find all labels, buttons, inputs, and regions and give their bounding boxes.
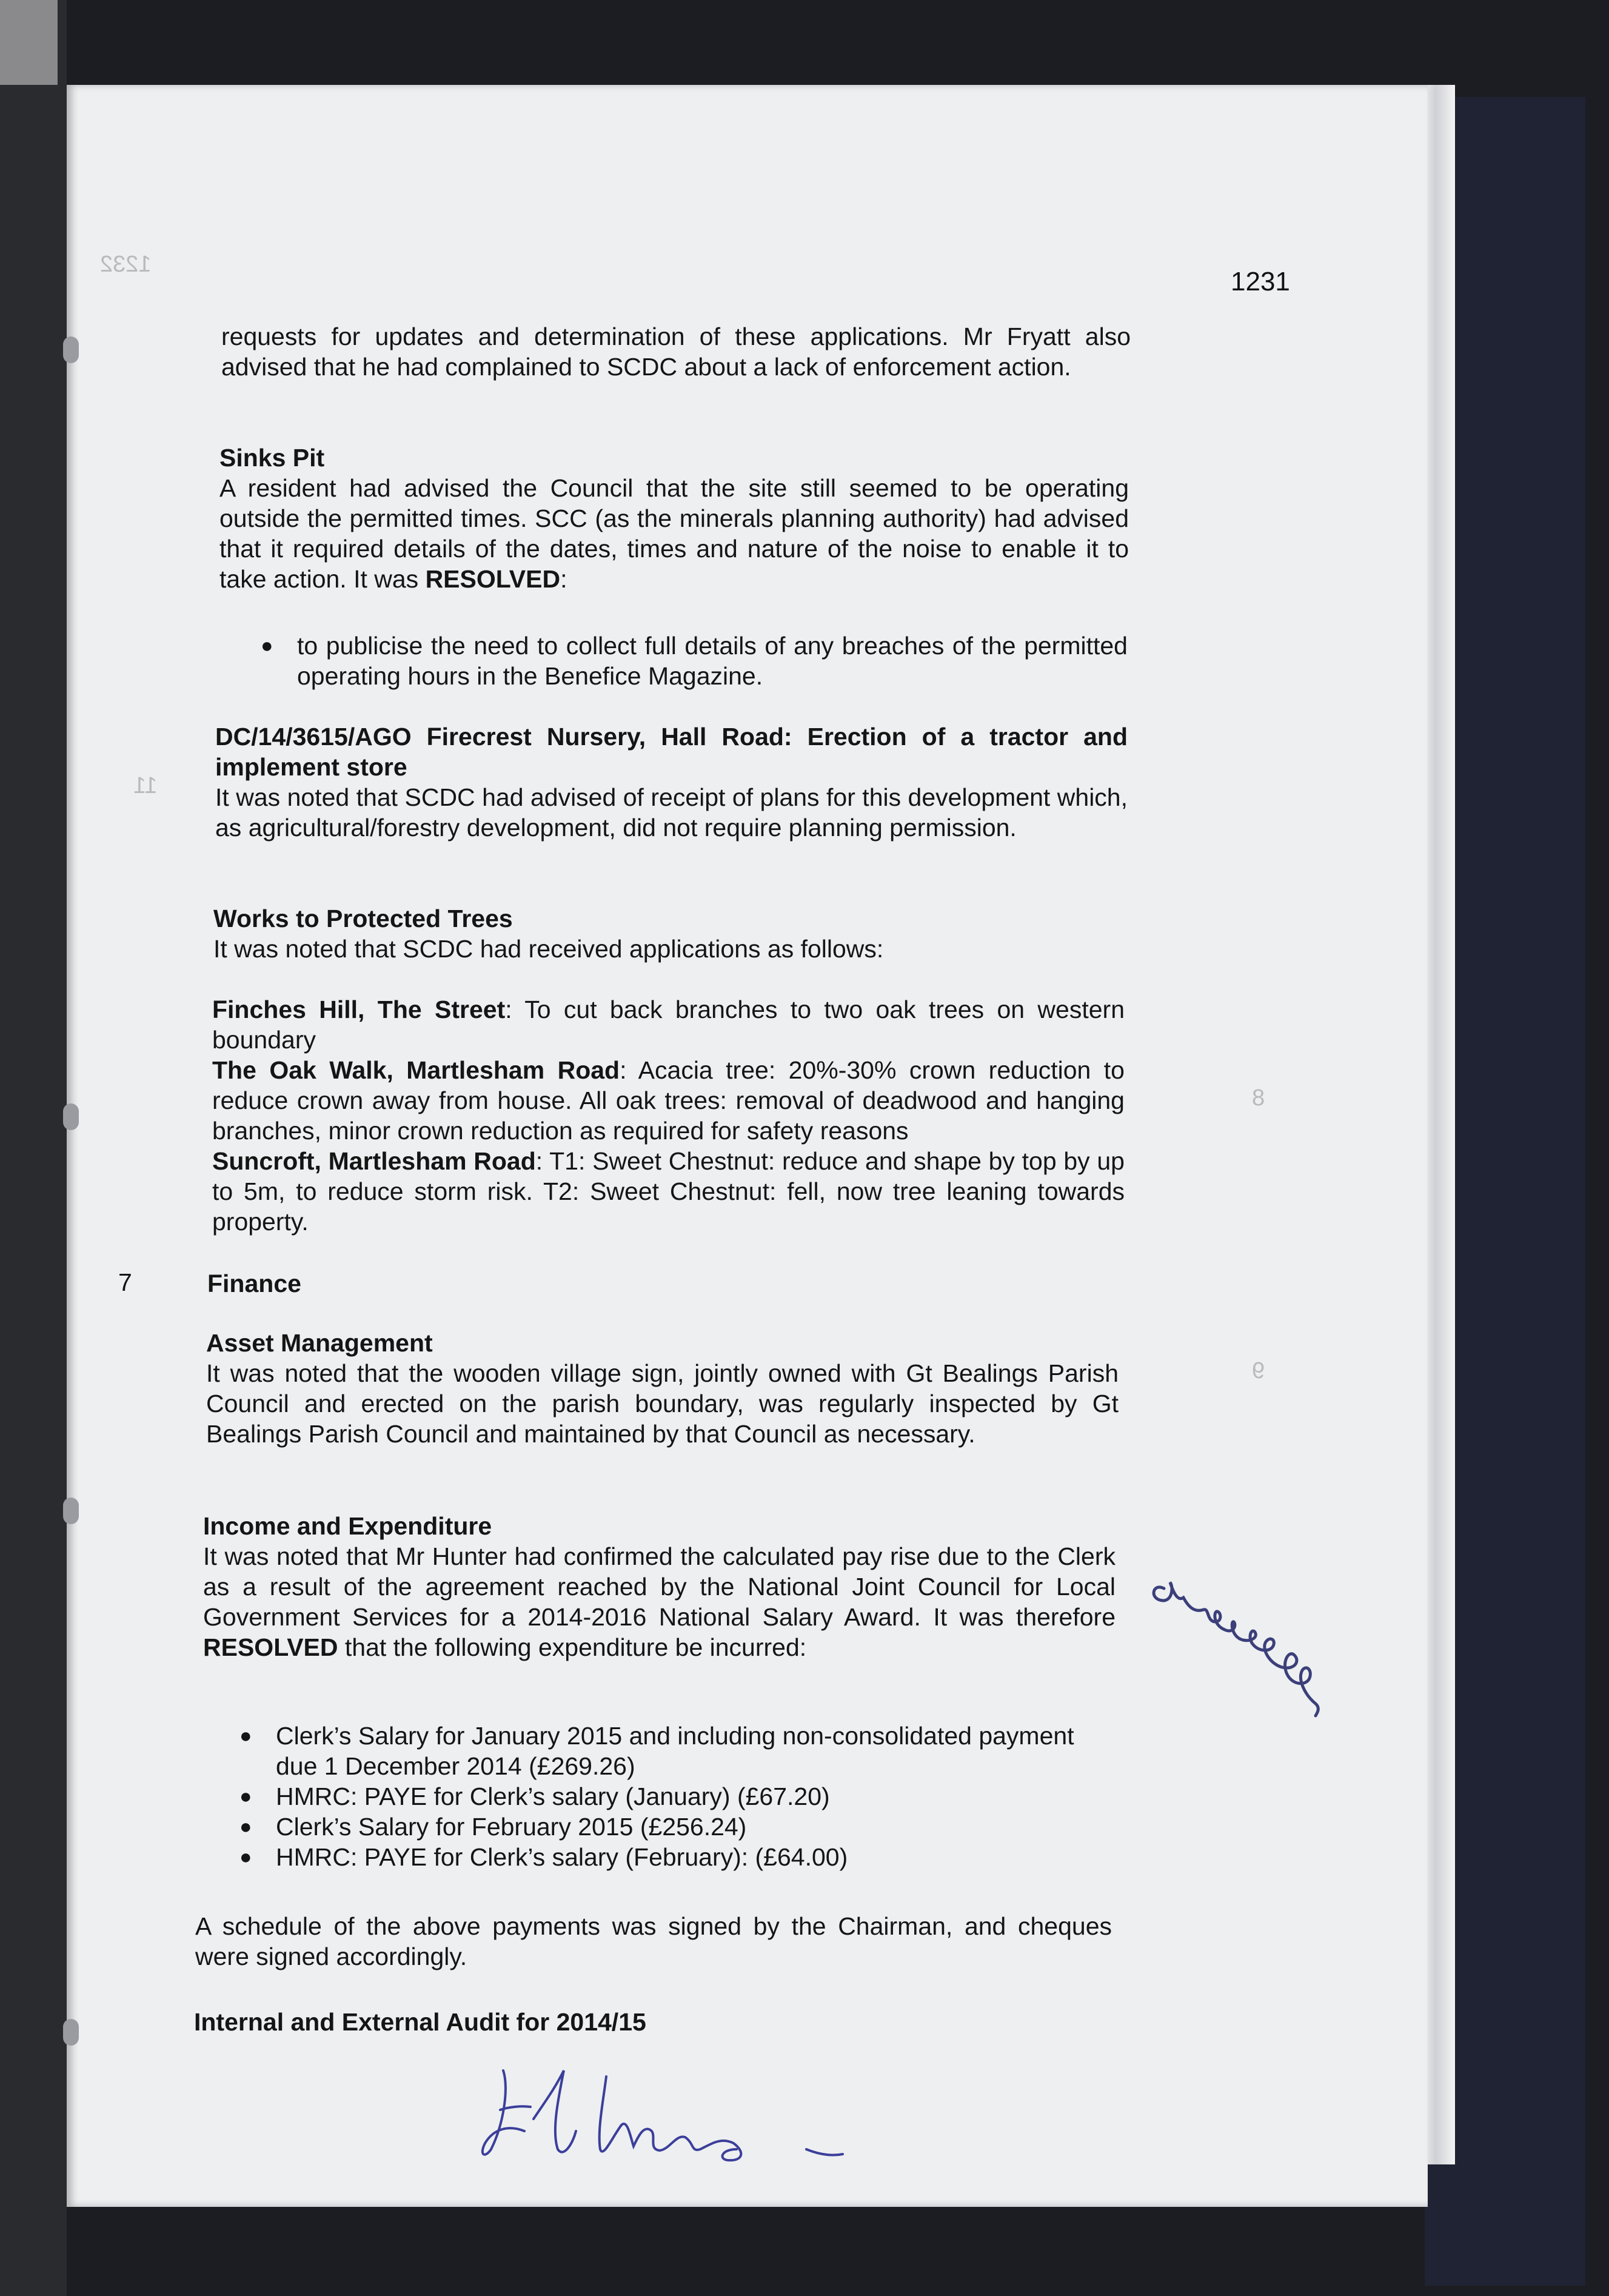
paragraph-sinks-pit	[219, 473, 1129, 594]
bleed-item-number: 8	[1252, 1085, 1265, 1111]
heading-protected-trees: Works to Protected Trees	[213, 905, 513, 932]
heading-asset-management: Asset Management	[206, 1329, 433, 1357]
tree-entry-place: Suncroft, Martlesham Road	[212, 1147, 536, 1175]
income-text: It was noted that Mr Hunter had confirmed the calculated pay rise due to the Clerk as a result of the agreement reached by the National Joint Council for Local Government Services for a 2014-2016 National Salary Award. It was therefore	[203, 1542, 1116, 1631]
sinks-pit-text: A resident had advised the Council that the site still seemed to be operating outside the permitted times. SCC (as the minerals planning authority) had advised that it required details of the dates, times and nature of the noise to enable it to take action. It was	[219, 474, 1129, 593]
heading-firecrest: DC/14/3615/AGO Firecrest Nursery, Hall Road: Erection of a tractor and implement store	[215, 723, 1128, 781]
section-protected-trees	[213, 903, 1129, 964]
list-item	[239, 1842, 1100, 1872]
punch-hole	[63, 1103, 79, 1130]
list-item	[239, 1781, 1100, 1812]
paragraph-firecrest: It was noted that SCDC had advised of receipt of plans for this development which, as agricultural/forestry development, did not require planning permission.	[215, 783, 1128, 842]
list-item	[239, 1812, 1100, 1842]
bullet-text: HMRC: PAYE for Clerk’s salary (January) (£67.20)	[276, 1782, 830, 1810]
handwritten-annotation	[1146, 1564, 1400, 1758]
punch-hole	[63, 336, 79, 363]
bullet-text: HMRC: PAYE for Clerk’s salary (February): (£64.00)	[276, 1843, 848, 1871]
paragraph-continuation: requests for updates and determination of these applications. Mr Fryatt also advised that he had complained to SCDC about a lack of enforcement action.	[221, 323, 1131, 381]
bullet-icon: ●	[239, 1724, 252, 1747]
heading-sinks-pit: Sinks Pit	[219, 444, 325, 472]
paragraph-income-expenditure	[203, 1541, 1116, 1662]
section-sinks-pit	[219, 443, 1129, 594]
heading-income-expenditure: Income and Expenditure	[203, 1512, 492, 1540]
list-item	[212, 994, 1125, 1055]
bleed-item-number: 11	[133, 773, 158, 798]
resolved-label: RESOLVED	[203, 1633, 338, 1661]
list-item	[212, 1146, 1125, 1237]
list-item	[212, 1055, 1125, 1146]
list-item	[261, 631, 1128, 691]
tree-works-list	[212, 994, 1125, 1237]
punch-hole	[63, 1498, 79, 1524]
bullet-icon: ●	[239, 1815, 252, 1838]
income-text-tail: that the following expenditure be incurred:	[338, 1633, 807, 1661]
bullet-sinks-pit	[261, 631, 1128, 691]
bleed-item-number: 9	[1252, 1358, 1265, 1384]
signature	[467, 2052, 1012, 2167]
item-number: 7	[118, 1268, 132, 1296]
list-item	[239, 1721, 1100, 1781]
background-top-left	[0, 0, 58, 85]
bullet-text: to publicise the need to collect full details of any breaches of the permitted operating hours in the Benefice Magazine.	[297, 632, 1128, 690]
bullet-text: Clerk’s Salary for January 2015 and including non-consolidated payment due 1 December 2014 (£269.26)	[276, 1722, 1074, 1780]
page-number: 1231	[1231, 267, 1290, 296]
tree-entry-text: : To cut back branches to two oak trees on western boundary	[212, 996, 1125, 1054]
section-firecrest	[215, 721, 1128, 843]
background-left	[0, 0, 67, 2296]
paragraph-protected-trees-intro: It was noted that SCDC had received applications as follows:	[213, 935, 884, 963]
heading-audit: Internal and External Audit for 2014/15	[194, 2008, 646, 2036]
section-income-expenditure	[203, 1511, 1116, 1662]
tree-entry-text: : T1: Sweet Chestnut: reduce and shape by top by up to 5m, to reduce storm risk. T2: Sweet Chestnut: fell, now tree leaning towards property.	[212, 1147, 1125, 1236]
tree-entry-place: Finches Hill, The Street	[212, 996, 506, 1023]
bullet-icon: ●	[239, 1846, 252, 1869]
bullet-text: Clerk’s Salary for February 2015 (£256.24)	[276, 1813, 747, 1841]
tree-entry-place: The Oak Walk, Martlesham Road	[212, 1056, 620, 1084]
heading-finance: Finance	[207, 1270, 301, 1297]
expenditure-list	[239, 1721, 1100, 1872]
tree-entry-text: : Acacia tree: 20%-30% crown reduction to reduce crown away from house. All oak trees: removal of deadwood and hanging branches, minor crown reduction as required for safety reasons	[212, 1056, 1125, 1145]
paragraph-asset-management: It was noted that the wooden village sign, jointly owned with Gt Bealings Parish Council and erected on the parish boundary, was regularly inspected by Gt Bealings Parish Council and maintained by that Council as necessary.	[206, 1359, 1119, 1448]
resolved-colon: :	[560, 565, 567, 593]
bullet-icon: ●	[261, 634, 273, 657]
section-asset-management	[206, 1328, 1119, 1449]
punch-hole	[63, 2019, 79, 2046]
bleed-page-number: 1232	[100, 252, 152, 277]
resolved-label: RESOLVED	[425, 565, 561, 593]
paragraph-schedule: A schedule of the above payments was signed by the Chairman, and cheques were signed accordingly.	[195, 1912, 1112, 1970]
bullet-icon: ●	[239, 1785, 252, 1808]
